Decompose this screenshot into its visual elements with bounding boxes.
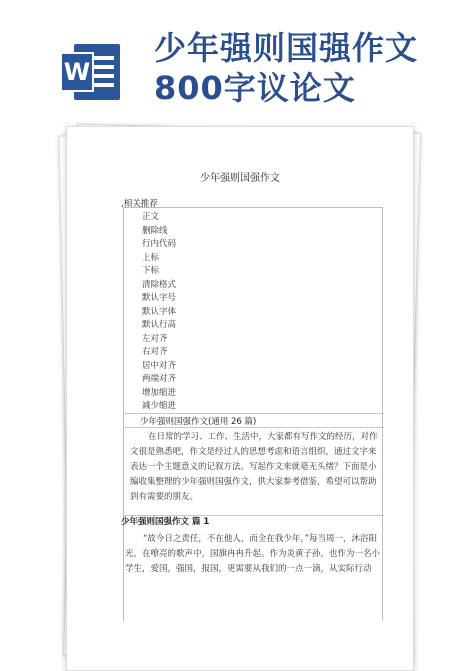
menu-item[interactable]: 默认字号: [142, 293, 177, 303]
divider: [124, 413, 384, 414]
document-title: 少年强则国强作文: [200, 173, 280, 184]
menu-item[interactable]: 左对齐: [142, 333, 168, 344]
related-label: ,相关推荐: [121, 199, 158, 209]
menu-item[interactable]: 右对齐: [142, 347, 168, 357]
menu-item[interactable]: 默认字体: [142, 306, 177, 317]
piece-title: 少年强则国强作文 篇 1: [121, 517, 210, 527]
menu-item[interactable]: 减少缩进: [142, 401, 177, 411]
word-w-icon: W: [60, 52, 94, 92]
menu-item[interactable]: 下标: [142, 266, 160, 276]
section-heading: 少年强则国强作文(通用 26 篇): [140, 417, 257, 427]
menu-item[interactable]: 两端对齐: [142, 374, 177, 384]
divider: [124, 427, 384, 428]
format-menu: [142, 211, 176, 414]
menu-item[interactable]: 上标: [142, 252, 160, 263]
menu-item[interactable]: 行内代码: [142, 239, 177, 249]
menu-item[interactable]: 居中对齐: [142, 360, 177, 371]
word-logo: [60, 40, 124, 104]
banner-title-line1: 少年强则国强作文: [154, 29, 419, 67]
menu-item[interactable]: 正文: [142, 212, 160, 222]
menu-item[interactable]: 增加缩进: [142, 387, 177, 398]
menu-item[interactable]: 默认行高: [142, 320, 177, 330]
banner-title: [154, 28, 454, 108]
menu-item[interactable]: 清除格式: [142, 279, 177, 290]
document-page: [66, 126, 414, 671]
piece-paragraph: “故今日之责任，不在他人，而全在我少年。”每当周一，沐浴阳光，在嘹亮的歌声中，国旗冉冉升起。作为炎黄子孙，也作为一名小学生，爱国，强国，报国，更需要从我们的一点一滴，从实际行动: [125, 534, 381, 574]
menu-item[interactable]: 删除线: [142, 225, 168, 236]
banner-title-line2: 800字议论文: [154, 69, 356, 107]
intro-paragraph: 在日常的学习、工作、生活中，大家都有写作文的经历，对作文很是熟悉吧，作文是经过人的思想考虑和语言组织，通过文字来表达一个主题意义的记叙方法。写起作文来就毫无头绪？下面是小编收集整理的少年强则国强作文，供大家参考借鉴，希望可以帮助到有需要的朋友。: [130, 432, 378, 502]
